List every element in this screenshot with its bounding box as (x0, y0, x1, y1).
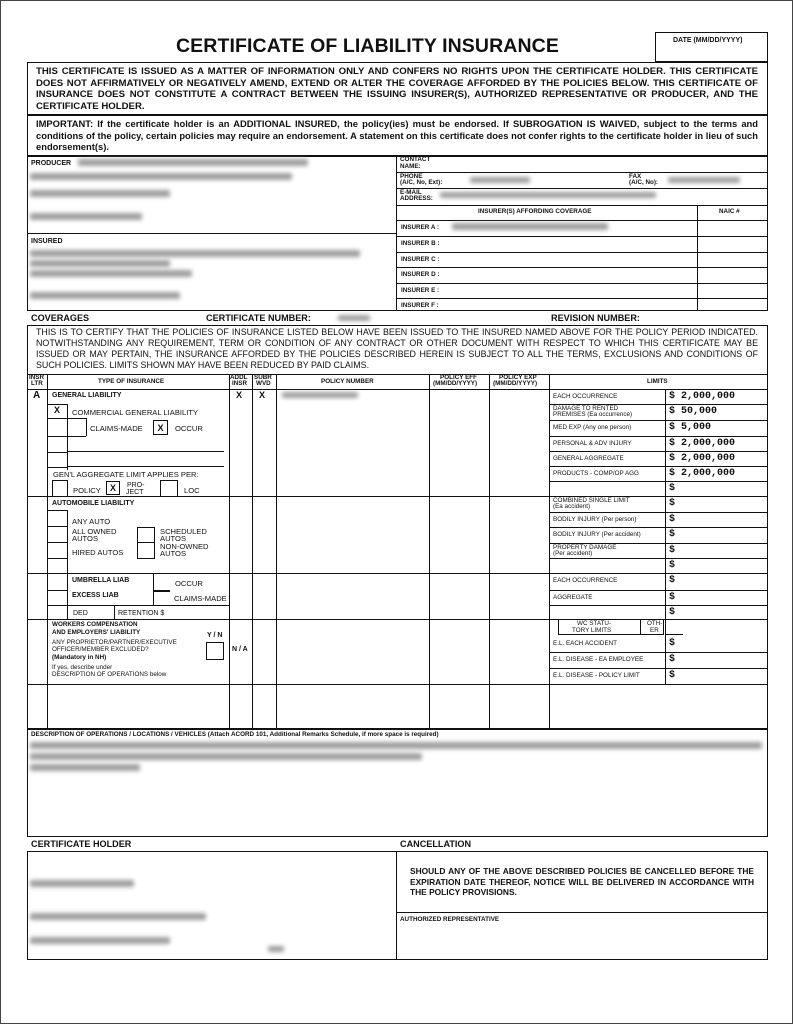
limit-value: $ (669, 483, 676, 494)
producer-line4-redacted (30, 213, 142, 220)
gl-loc-checkbox[interactable] (160, 480, 178, 496)
auto-all-owned-label-2: AUTOS (72, 534, 99, 543)
limit-value: $ (669, 529, 676, 540)
insured-label: INSURED (31, 238, 63, 245)
limit-label-2: PREMISES (Ea occurrence) (553, 411, 633, 418)
wc-proprietor-label-2: OFFICER/MEMBER EXCLUDED? (52, 646, 149, 653)
limit-label: BODILY INJURY (Per accident) (553, 531, 641, 538)
limit-row-divider (549, 605, 768, 606)
revision-number-label: REVISION NUMBER: (551, 313, 640, 323)
policy-exp-header: POLICY EXP (499, 374, 537, 381)
gl-project-label-2: JECT (126, 489, 144, 496)
limit-value: $ 50,000 (669, 406, 718, 417)
limit-label: PROPERTY DAMAGE (553, 544, 617, 551)
limit-value: $ (669, 607, 676, 618)
policy-eff-format: (MM/DD/YYYY) (433, 380, 478, 387)
auto-title: AUTOMOBILE LIABILITY (52, 500, 135, 507)
description-line2-redacted (30, 753, 422, 760)
type-header: TYPE OF INSURANCE (98, 378, 165, 385)
auto-non-owned-label-2: AUTOS (160, 549, 187, 558)
wc-describe-label-2: DESCRIPTION OF OPERATIONS below (52, 671, 167, 678)
limit-row-divider (549, 668, 768, 669)
wc-mandatory-label: (Mandatory in NH) (52, 654, 107, 661)
description-label: DESCRIPTION OF OPERATIONS / LOCATIONS / VEHICLES (Attach ACORD 101, Additional Remarks Schedule, if more space is required) (31, 731, 439, 738)
certificate-number-label: CERTIFICATE NUMBER: (206, 313, 311, 323)
date-label: DATE (MM/DD/YYYY) (673, 37, 743, 44)
limit-label: EACH OCCURRENCE (553, 577, 618, 584)
limit-label-2: (Ea accident) (553, 503, 591, 510)
insured-line3-redacted (30, 270, 192, 277)
limit-row-divider (549, 436, 768, 437)
gl-insurer-letter: A (33, 390, 41, 401)
limit-value: $ (669, 575, 676, 586)
gl-occur-label: OCCUR (175, 424, 203, 433)
email-redacted (440, 192, 656, 198)
contact-phone-label-2: (A/C, No, Ext): (400, 179, 443, 186)
gl-addl-insr-mark: X (236, 390, 243, 400)
limit-row-divider (549, 420, 768, 421)
wc-title: WORKERS COMPENSATION (52, 621, 138, 628)
producer-name-redacted (78, 159, 308, 166)
coverages-label: COVERAGES (31, 313, 90, 323)
gl-claims-made-label: CLAIMS-MADE (90, 424, 143, 433)
contact-phone-label: PHONE (400, 173, 423, 180)
limit-label: COMBINED SINGLE LIMIT (553, 497, 630, 504)
cancellation-label: CANCELLATION (400, 839, 472, 849)
insurer-row-divider (396, 298, 768, 299)
certificate-number-redacted (338, 315, 370, 321)
limit-label-2: (Per accident) (553, 550, 593, 557)
limit-value: $ 2,000,000 (669, 468, 736, 479)
producer-line3-redacted (30, 190, 170, 197)
policy-eff-header: POLICY EFF (440, 374, 477, 381)
limit-label: E.L. DISEASE - POLICY LIMIT (553, 672, 640, 679)
limit-row-divider (549, 590, 768, 591)
limit-label: DAMAGE TO RENTED (553, 405, 619, 412)
limit-value: $ (669, 498, 676, 509)
wc-title-2: AND EMPLOYERS' LIABILITY (52, 629, 141, 636)
contact-name-label: CONTACT (400, 156, 431, 163)
producer-line2-redacted (30, 173, 292, 180)
insurer-a-redacted (452, 223, 608, 230)
wc-excluded-checkbox[interactable] (206, 642, 224, 660)
certify-text: THIS IS TO CERTIFY THAT THE POLICIES OF INSURANCE LISTED BELOW HAVE BEEN ISSUED TO THE INSURED NAMED ABOVE FOR THE POLICY PERIOD INDICATED. NOTWITHSTANDING ANY REQUIREMENT, TERM OR CONDITION OF ANY CONTRACT OR OTHER DOCUMENT WITH RESPECT TO WHICH THIS CERTIFICATE MAY BE ISSUED OR MAY PERTAIN, THE INSURANCE AFFORDED BY THE POLICIES DESCRIBED HEREIN IS SUBJECT TO ALL THE TERMS, EXCLUSIONS AND CONDITIONS OF SUCH POLICIES. LIMITS SHOWN MAY HAVE BEEN REDUCED BY PAID CLAIMS. (36, 327, 758, 370)
authorized-rep-label: AUTHORIZED REPRESENTATIVE (400, 916, 500, 923)
wc-other-label-2: ER (650, 627, 659, 634)
limit-row-divider (549, 527, 768, 528)
phone-redacted (470, 177, 530, 183)
cancellation-text: SHOULD ANY OF THE ABOVE DESCRIBED POLICIES BE CANCELLED BEFORE THE EXPIRATION DATE THEREOF, NOTICE WILL BE DELIVERED IN ACCORDANCE WITH THE POLICY PROVISIONS. (410, 866, 754, 898)
insurer-label: INSURER F : (401, 302, 439, 309)
gl-title: GENERAL LIABILITY (52, 392, 122, 399)
gl-loc-label: LOC (184, 486, 200, 495)
insurer-label: INSURER C : (401, 256, 440, 263)
limit-value: $ 2,000,000 (669, 453, 736, 464)
insr-header: INSR (29, 374, 45, 381)
auto-scheduled-checkbox[interactable] (137, 527, 155, 543)
umbrella-retention-label: RETENTION $ (118, 610, 165, 617)
insurer-label: INSURER D : (401, 271, 440, 278)
auto-non-owned-label: NON-OWNED (160, 542, 209, 551)
umbrella-claims-made-label: CLAIMS-MADE (174, 594, 227, 603)
limit-label: GENERAL AGGREGATE (553, 455, 624, 462)
wc-other-box (665, 619, 683, 635)
contact-email-label: E-MAIL (400, 189, 422, 196)
gl-project-label: PRO- (127, 482, 145, 489)
policy-exp-format: (MM/DD/YYYY) (493, 380, 538, 387)
wc-proprietor-label: ANY PROPRIETOR/PARTNER/EXECUTIVE (52, 639, 177, 646)
limit-label: E.L. DISEASE - EA EMPLOYEE (553, 656, 644, 663)
limit-label: BODILY INJURY (Per person) (553, 516, 637, 523)
limit-value: $ (669, 654, 676, 665)
gl-policy-label: POLICY (73, 486, 101, 495)
holder-line1-redacted (30, 880, 134, 887)
limit-value: $ (669, 514, 676, 525)
limit-row-divider (549, 558, 768, 559)
insurer-label: INSURER A : (401, 224, 440, 231)
auto-all-owned-label: ALL OWNED (72, 527, 117, 536)
certificate-holder-label: CERTIFICATE HOLDER (31, 839, 132, 849)
holder-mark-redacted (268, 946, 284, 952)
umbrella-occur-checkbox[interactable] (153, 574, 170, 591)
subr-header: SUBR (254, 374, 272, 381)
contact-fax-label: FAX (629, 173, 642, 180)
gl-cgl-checkbox[interactable]: X (53, 405, 60, 415)
gl-policy-checkbox[interactable] (52, 480, 68, 496)
gl-occur-checkbox[interactable]: X (153, 420, 168, 435)
limit-label: EACH OCCURRENCE (553, 393, 618, 400)
limit-value: $ 2,000,000 (669, 438, 736, 449)
description-line3-redacted (30, 764, 140, 771)
policy-number-header: POLICY NUMBER (321, 378, 374, 385)
gl-project-checkbox[interactable]: X (106, 481, 120, 495)
wc-other-label: OTH- (647, 620, 663, 627)
addl-insr-header: INSR (232, 380, 248, 387)
auto-any-auto-label: ANY AUTO (72, 517, 111, 526)
wc-yn-label: Y / N (207, 632, 223, 639)
umbrella-occur-label: OCCUR (175, 579, 203, 588)
wc-statutory-label-2: TORY LIMITS (572, 627, 612, 634)
limit-value: $ (669, 545, 676, 556)
description-line1-redacted (30, 742, 762, 749)
insured-line2-redacted (30, 260, 170, 267)
insurer-row-divider (396, 267, 768, 268)
holder-line2-redacted (30, 913, 206, 920)
limit-label: PRODUCTS - COMP/OP AGG (553, 470, 639, 477)
insured-line1-redacted (30, 250, 360, 257)
limit-value: $ 5,000 (669, 422, 712, 433)
ltr-header: LTR (31, 380, 43, 387)
disclaimer-text: THIS CERTIFICATE IS ISSUED AS A MATTER OF INFORMATION ONLY AND CONFERS NO RIGHTS UPON THE CERTIFICATE HOLDER. THIS CERTIFICATE DOES NOT AFFIRMATIVELY OR NEGATIVELY AMEND, EXTEND OR ALTER THE COVERAGE AFFORDED BY THE POLICIES BELOW. THIS CERTIFICATE OF INSURANCE DOES NOT CONSTITUTE A CONTRACT BETWEEN THE ISSUING INSURER(S), AUTHORIZED REPRESENTATIVE OR PRODUCER, AND THE CERTIFICATE HOLDER. (36, 66, 758, 112)
umbrella-claims-made-checkbox[interactable] (153, 591, 170, 606)
auto-non-owned-checkbox[interactable] (137, 543, 155, 559)
insurer-row-divider (396, 283, 768, 284)
insured-line4-redacted (30, 292, 180, 299)
limit-value: $ (669, 592, 676, 603)
limit-value: $ (669, 638, 676, 649)
limit-value: $ (669, 560, 676, 571)
wc-na-label: N / A (232, 646, 248, 653)
insurer-label: INSURER B : (401, 240, 440, 247)
fax-redacted (668, 177, 740, 183)
limit-row-divider (549, 512, 768, 513)
contact-name-label-2: NAME: (400, 163, 421, 170)
limit-label: E.L. EACH ACCIDENT (553, 640, 618, 647)
auto-scheduled-label-2: AUTOS (160, 534, 187, 543)
important-text: IMPORTANT: If the certificate holder is an ADDITIONAL INSURED, the policy(ies) must be endorsed. If SUBROGATION IS WAIVED, subject to the terms and conditions of the policy, certain policies may require an endorsement. A statement on this certificate does not confer rights to the certificate holder in lieu of such endorsement(s). (36, 118, 758, 153)
addl-header: ADDL (230, 374, 248, 381)
limit-row-divider (549, 451, 768, 452)
limit-label: AGGREGATE (553, 594, 593, 601)
insurer-label: INSURER E : (401, 287, 440, 294)
umbrella-label: UMBRELLA LIAB (72, 577, 130, 584)
limit-label: MED EXP (Any one person) (553, 424, 632, 431)
gl-policy-number-redacted (282, 392, 358, 398)
naic-header: NAIC # (719, 208, 740, 215)
gl-subr-wvd-mark: X (259, 390, 266, 400)
holder-line3-redacted (30, 937, 170, 944)
wc-describe-label: If yes, describe under (52, 664, 113, 671)
gl-cgl-label: COMMERCIAL GENERAL LIABILITY (72, 408, 199, 417)
insurer-row-divider (396, 236, 768, 237)
limits-header: LIMITS (647, 378, 668, 385)
umbrella-excess-label: EXCESS LIAB (72, 592, 119, 599)
auto-hired-label: HIRED AUTOS (72, 548, 124, 557)
producer-label: PRODUCER (31, 160, 72, 167)
umbrella-ded-label: DED (73, 610, 88, 617)
insurer-row-divider (396, 252, 768, 253)
limit-row-divider (549, 466, 768, 467)
contact-email-label-2: ADDRESS: (400, 195, 433, 202)
insurers-header: INSURER(S) AFFORDING COVERAGE (478, 208, 592, 215)
document-title: CERTIFICATE OF LIABILITY INSURANCE (176, 35, 559, 57)
wc-statutory-label: WC STATU- (577, 620, 612, 627)
limit-value: $ 2,000,000 (669, 391, 736, 402)
gl-aggregate-applies-label: GEN'L AGGREGATE LIMIT APPLIES PER: (53, 470, 199, 479)
auto-scheduled-label: SCHEDULED (160, 527, 207, 536)
insurer-row-divider (396, 220, 768, 221)
subr-wvd-header: WVD (256, 380, 271, 387)
limit-row-divider (549, 481, 768, 482)
limit-value: $ (669, 670, 676, 681)
limit-label: PERSONAL & ADV INJURY (553, 440, 632, 447)
contact-fax-label-2: (A/C, No): (629, 179, 659, 186)
limit-row-divider (549, 652, 768, 653)
